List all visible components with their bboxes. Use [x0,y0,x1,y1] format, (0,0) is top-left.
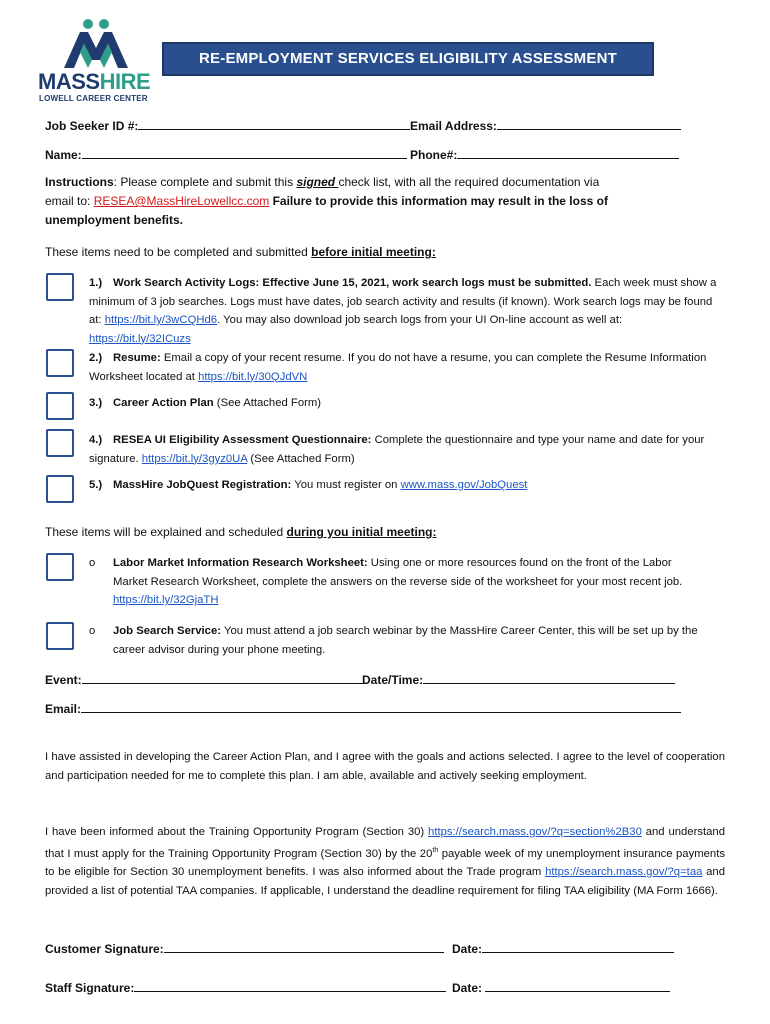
instructions-block: Instructions: Please complete and submit this signed check list, with all the required documentation via email to: RESEA@MassHireLowellcc.com Failure to provide this information may result in the loss of unemployment benefits. [45,175,608,227]
name-label: Name: [45,148,82,162]
labor-market-link[interactable]: https://bit.ly/32GjaTH [113,594,219,607]
checkbox-ui-questionnaire[interactable] [46,429,74,457]
list-item-work-search-logs: 1.) Work Search Activity Logs: Effective June 15, 2021, work search logs must be submitted. Each week must show a minimum of 3 job searches. Logs must have dates, job search activity and results (if known). Work search logs may be found at: https://bit.ly/3wCQHd6. You may also download job search logs from your UI On-line account as well at: https://bit.ly/32ICuzs [89,277,717,345]
page-title: RE-EMPLOYMENT SERVICES ELIGIBILITY ASSESSMENT [162,42,654,76]
resea-email-link[interactable]: RESEA@MassHireLowellcc.com [93,194,270,208]
checkbox-labor-market-worksheet[interactable] [46,553,74,581]
customer-date-field[interactable]: Date: [452,940,674,956]
datetime-field[interactable]: Date/Time: [362,671,675,687]
training-opportunity-paragraph: I have been informed about the Training Opportunity Program (Section 30) https://search.mass.gov/?q=section%2B30 and understand that I must apply for the Training Opportunity Program (Section 30) by the 20th payable week of my unemployment insurance payments to be eligible for Section 30 unemployment benefits. I was also informed about the Trade program https://search.mass.gov/?q=taa and provided a list of potential TAA companies. If applicable, I understand the deadline requirement for filing TAA eligibility (MA Form 1666). [45,826,726,897]
list-item-career-action-plan: 3.) Career Action Plan (See Attached Form) [89,397,322,409]
checkbox-jobquest[interactable] [46,475,74,503]
jobquest-link[interactable]: www.mass.gov/JobQuest [400,479,528,491]
section-during-meeting-heading: These items will be explained and scheduled during you initial meeting: [45,525,437,539]
event-email-field[interactable]: Email: [45,700,681,716]
list-item-ui-questionnaire: 4.) RESEA UI Eligibility Assessment Questionnaire: Complete the questionnaire and type your name and date for your signature. https://bit.ly/3gyz0UA (See Attached Form) [89,434,705,465]
customer-signature-field[interactable]: Customer Signature: [45,940,444,956]
phone-label: Phone#: [410,148,458,162]
questionnaire-link[interactable]: https://bit.ly/3gyz0UA [141,452,248,465]
name-field[interactable] [45,146,407,162]
logo-subtitle: LOWELL CAREER CENTER [39,94,148,103]
logo-wordmark: MASSHIRE [38,69,151,94]
masshire-logo [36,18,156,104]
checkbox-work-search-logs[interactable] [46,273,74,301]
event-field[interactable]: Event: [45,671,363,687]
masshire-people-icon [36,18,156,73]
staff-signature-field[interactable]: Staff Signature: [45,979,446,995]
resume-worksheet-link[interactable]: https://bit.ly/30QJdVN [198,370,308,383]
trade-program-link[interactable]: https://search.mass.gov/?q=taa [545,865,703,878]
section30-link[interactable]: https://search.mass.gov/?q=section%2B30 [428,826,642,838]
job-seeker-id-field[interactable] [45,117,410,133]
list-item-jobquest: 5.) MassHire JobQuest Registration: You must register on www.mass.gov/JobQuest [89,479,528,491]
list-item-labor-market-worksheet: o Labor Market Information Research Worksheet: Using one or more resources found on the front of the Labor Market Research Worksheet, complete the answers on the reverse side of the worksheet for your most recent job. https://bit.ly/32GjaTH [89,557,683,607]
email-address-field[interactable] [410,117,681,133]
checkbox-resume[interactable] [46,349,74,377]
section-before-meeting-heading: These items need to be completed and submitted before initial meeting: [45,245,436,259]
job-seeker-id-label: Job Seeker ID #: [45,119,139,133]
email-address-label: Email Address: [410,119,497,133]
checkbox-career-action-plan[interactable] [46,392,74,420]
list-item-job-search-service: o Job Search Service: You must attend a job search webinar by the MassHire Career Center, this will be set up by the career advisor during your phone meeting. [89,625,698,656]
staff-date-field[interactable]: Date: [452,979,670,995]
checkbox-job-search-service[interactable] [46,622,74,650]
phone-field[interactable] [410,146,679,162]
agreement-paragraph: I have assisted in developing the Career Action Plan, and I agree with the goals and actions selected. I agree to the level of cooperation and participation needed for me to complete this plan. I am able, available and actively seeking employment. [45,751,725,782]
list-item-resume: 2.) Resume: Email a copy of your recent resume. If you do not have a resume, you can complete the Resume Information Worksheet located at https://bit.ly/30QJdVN [89,352,707,383]
ui-online-logs-link[interactable]: https://bit.ly/32ICuzs [89,332,191,345]
work-search-logs-link[interactable]: https://bit.ly/3wCQHd6 [104,314,218,327]
